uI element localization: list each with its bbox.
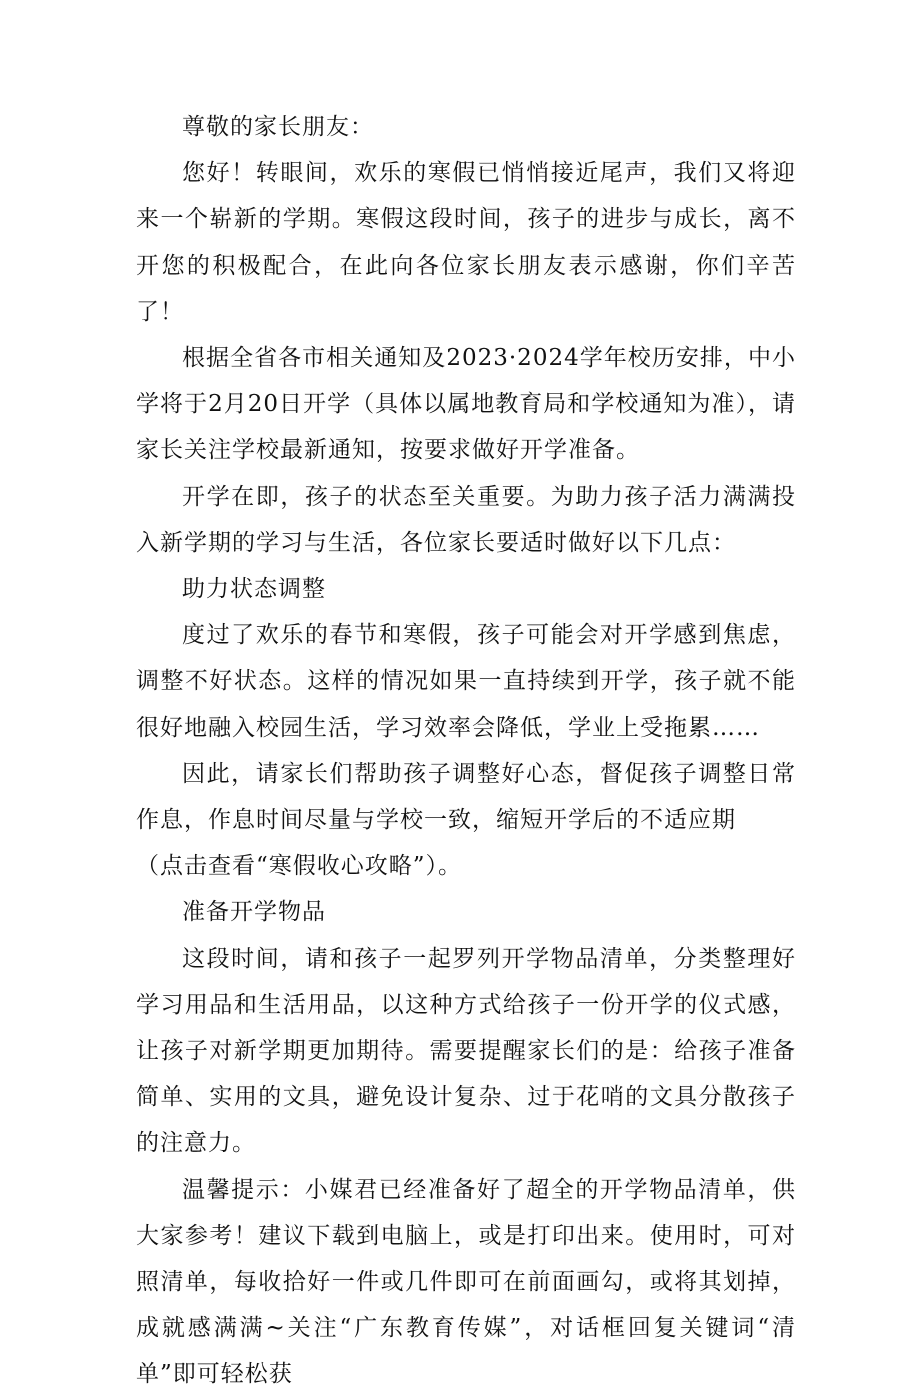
greeting: 尊敬的家长朋友： [182,114,374,140]
guide-link[interactable]: （点击查看“寒假收心攻略”）。 [136,853,463,880]
paragraph-state-link-line [136,843,796,889]
paragraph-welcome: 您好！转眼间，欢乐的寒假已悄悄接近尾声，我们又将迎来一个崭新的学期。寒假这段时间，孩子的进步与成长，离不开您的积极配合，在此向各位家长朋友表示感谢，你们辛苦了！ [136,160,796,325]
paragraph-supplies-2: 温馨提示：小媒君已经准备好了超全的开学物品清单，供大家参考！建议下载到电脑上，或是打印出来。使用时，可对照清单，每收拾好一件或几件即可在前面画勾，或将其划掉，成就感满满~关注“广东教育传媒”，对话框回复关键词“清单”即可轻松获 [136,1176,796,1388]
document-body [136,104,796,1398]
section-heading-state: 助力状态调整 [182,576,326,603]
paragraph-state-1: 度过了欢乐的春节和寒假，孩子可能会对开学感到焦虑，调整不好状态。这样的情况如果一直持续到开学，孩子就不能很好地融入校园生活，学习效率会降低，学业上受拖累…… [136,622,796,741]
paragraph-supplies-1: 这段时间，请和孩子一起罗列开学物品清单，分类整理好学习用品和生活用品，以这种方式给孩子一份开学的仪式感，让孩子对新学期更加期待。需要提醒家长们的是：给孩子准备简单、实用的文具，避免设计复杂、过于花哨的文具分散孩子的注意力。 [136,945,796,1157]
paragraph-intro: 开学在即，孩子的状态至关重要。为助力孩子活力满满投入新学期的学习与生活，各位家长要适时做好以下几点： [136,483,796,556]
paragraph-schedule: 根据全省各市相关通知及2023·2024学年校历安排，中小学将于2月20日开学（具体以属地教育局和学校通知为准），请家长关注学校最新通知，按要求做好开学准备。 [136,345,796,464]
paragraph-state-2: 因此，请家长们帮助孩子调整好心态，督促孩子调整日常作息，作息时间尽量与学校一致，缩短开学后的不适应期 [136,760,796,834]
section-heading-supplies: 准备开学物品 [182,899,326,926]
